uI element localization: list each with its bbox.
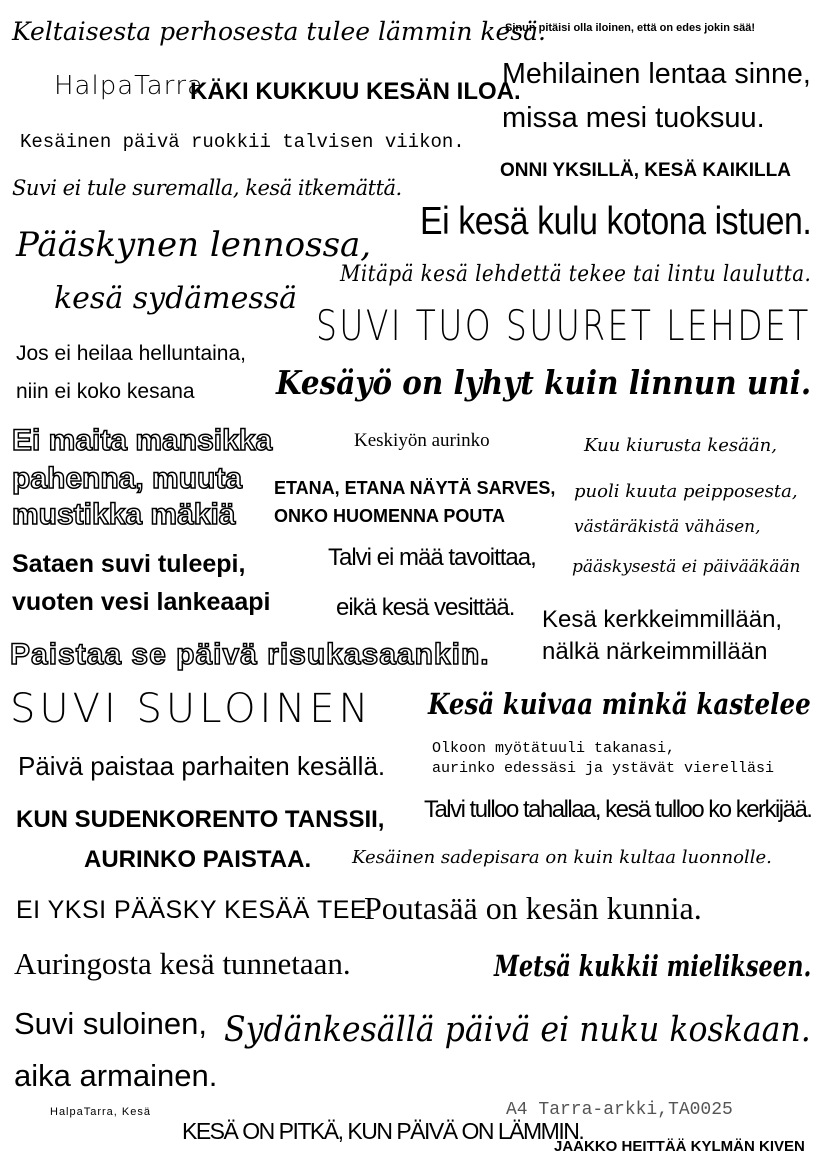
brand-logo-text: HalpaTarra [54, 71, 204, 101]
sticker-text: Suvi suloinen, [14, 1006, 208, 1041]
sticker-text: mustikka mäkiä [12, 498, 236, 531]
sticker-text: Kesäyö on lyhyt kuin linnun uni. [276, 363, 812, 402]
sticker-text: Talvi ei mää tavoittaa, [328, 544, 536, 571]
sticker-text: ONNI YKSILLÄ, KESÄ KAIKILLA [500, 160, 791, 181]
sticker-text: ONKO HUOMENNA POUTA [274, 506, 505, 526]
sticker-text: Metsä kukkii mielikseen. [494, 949, 812, 983]
sticker-text: KÄKI KUKKUU KESÄN ILOA. [190, 78, 521, 105]
sticker-text: Mehilainen lentaa sinne, [502, 58, 811, 90]
sticker-text: KESÄ ON PITKÄ, KUN PÄIVÄ ON LÄMMIN. [182, 1118, 584, 1144]
sticker-text: Suvi ei tule suremalla, kesä itkemättä. [12, 176, 402, 200]
sticker-text: puoli kuuta peipposesta, [574, 481, 798, 502]
sticker-text: pahenna, muuta [12, 462, 243, 495]
sticker-text: pääskysestä ei päivääkään [572, 557, 801, 577]
sticker-text: Olkoon myötätuuli takanasi, [432, 740, 676, 757]
sticker-text: EI YKSI PÄÄSKY KESÄÄ TEE [16, 896, 368, 924]
sticker-text: Päivä paistaa parhaiten kesällä. [18, 751, 386, 781]
sticker-text: Sataen suvi tuleepi, [12, 550, 246, 578]
sticker-text: Mitäpä kesä lehdettä tekee tai lintu laulutta. [340, 262, 812, 287]
sticker-text: Ei maita mansikka [12, 424, 273, 457]
sticker-text: västäräkistä vähäsen, [574, 517, 761, 537]
sticker-text: Talvi tulloo tahallaa, kesä tulloo ko kerkijää. [424, 796, 812, 823]
sticker-text: ETANA, ETANA NÄYTÄ SARVES, [274, 478, 556, 498]
sticker-text: Kuu kiurusta kesään, [584, 435, 777, 456]
sticker-text: Sinun pitäisi olla iloinen, että on edes jokin sää! [505, 22, 755, 34]
sticker-text: SUVI SULOINEN [10, 686, 373, 732]
sticker-text: SUVI TUO SUURET LEHDET [316, 301, 811, 350]
sheet-footer-brand: HalpaTarra, Kesä [50, 1106, 151, 1118]
sticker-text: Sydänkesällä päivä ei nuku koskaan. [224, 1010, 811, 1050]
sticker-text: kesä sydämessä [54, 281, 298, 316]
sticker-text: JAAKKO HEITTÄÄ KYLMÄN KIVEN [554, 1138, 805, 1155]
sticker-text: Kesä kuivaa minkä kastelee [428, 687, 811, 721]
sticker-text: aika armainen. [14, 1058, 218, 1093]
sticker-text: Kesä kerkkeimmillään, [542, 606, 783, 633]
sticker-text: Kesäinen sadepisara on kuin kultaa luonnolle. [352, 847, 772, 868]
sticker-text: Kesäinen päivä ruokkii talvisen viikon. [20, 131, 465, 153]
sticker-text: Auringosta kesä tunnetaan. [14, 946, 351, 981]
sticker-text: nälkä närkeimmillään [542, 638, 768, 665]
sticker-text: niin ei koko kesana [16, 380, 195, 403]
sticker-text: Keskiyön aurinko [354, 430, 490, 451]
sticker-text: aurinko edessäsi ja ystävät vierelläsi [432, 760, 775, 777]
sticker-text: Jos ei heilaa helluntaina, [16, 342, 246, 365]
sticker-text: AURINKO PAISTAA. [84, 846, 312, 873]
sticker-text: eikä kesä vesittää. [336, 594, 515, 621]
sticker-text: Keltaisesta perhosesta tulee lämmin kesä. [12, 17, 547, 46]
sticker-text: Pääskynen lennossa, [16, 225, 372, 265]
sticker-text: Poutasää on kesän kunnia. [364, 890, 702, 926]
sticker-text: vuoten vesi lankeaapi [12, 588, 271, 616]
sheet-code: A4 Tarra-arkki,TA0025 [506, 1100, 733, 1120]
sticker-text: KUN SUDENKORENTO TANSSII, [16, 806, 385, 833]
sticker-text: Paistaa se päivä risukasaankin. [10, 638, 490, 671]
sticker-text: missa mesi tuoksuu. [502, 102, 765, 134]
sticker-text: Ei kesä kulu kotona istuen. [420, 200, 812, 243]
